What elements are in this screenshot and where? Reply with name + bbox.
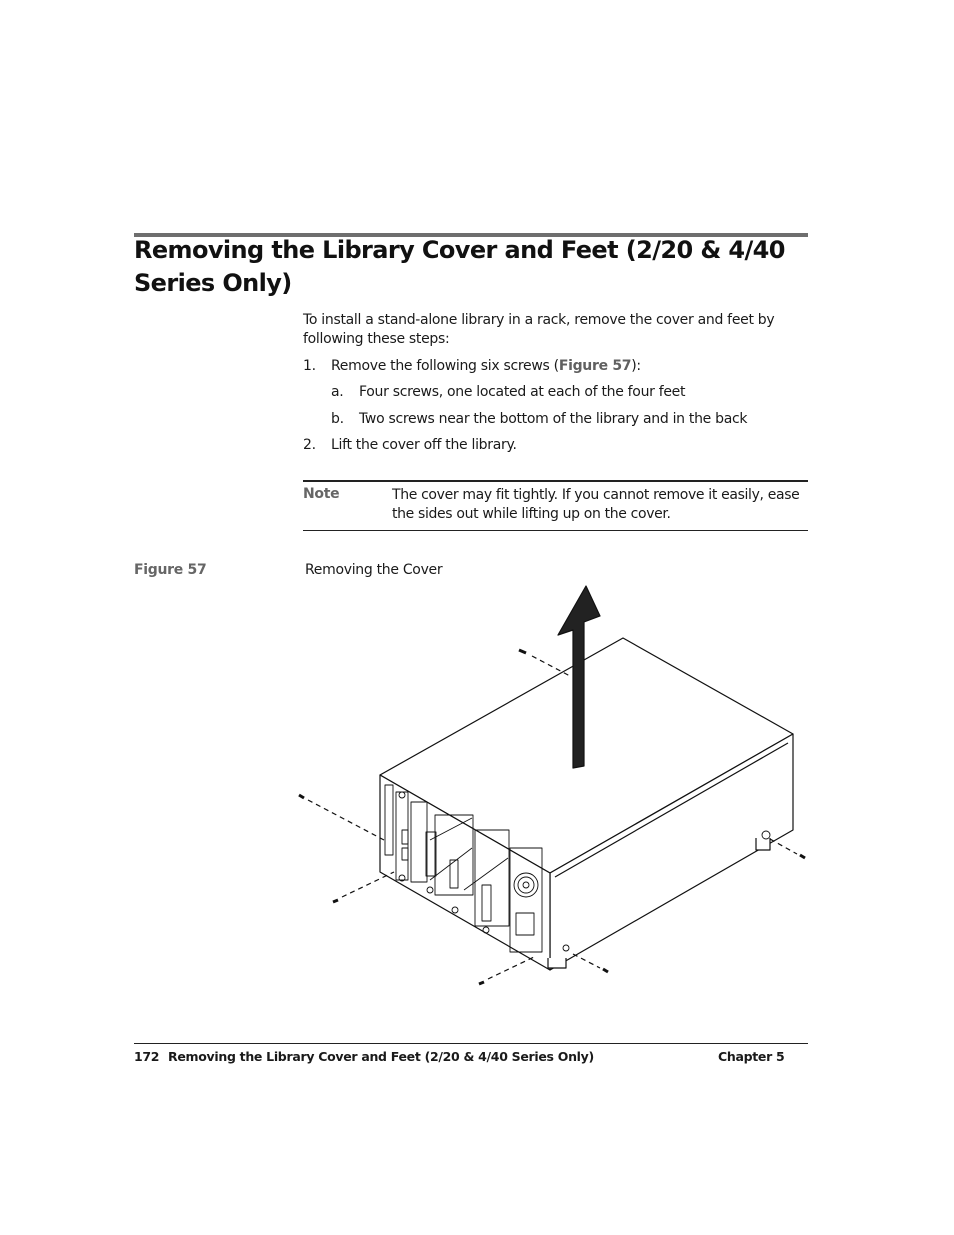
screw-icon	[299, 795, 384, 840]
step-number: 1.	[303, 358, 316, 374]
library-cover-removal-illustration	[290, 580, 820, 1000]
figure-label: Figure 57	[134, 562, 207, 578]
step-text: Two screws near the bottom of the library and in the back	[359, 411, 748, 427]
step-number: a.	[331, 384, 344, 400]
figure-title: Removing the Cover	[305, 562, 443, 578]
screw-icon	[573, 954, 608, 972]
foot-icon	[756, 838, 770, 850]
screw-icon	[479, 957, 534, 984]
footer-running-title: Removing the Library Cover and Feet (2/20 & 4/40 Series Only)	[168, 1049, 594, 1064]
footer-rule	[134, 1043, 808, 1044]
screw-icon	[770, 839, 805, 858]
figure-cross-reference-link[interactable]: Figure 57	[558, 358, 632, 374]
screw-icon	[333, 872, 394, 902]
foot-icon	[548, 958, 566, 968]
note-label: Note	[303, 486, 340, 502]
note-bottom-rule	[303, 530, 808, 531]
intro-paragraph: To install a stand-alone library in a rack, remove the cover and feet by following these steps:	[303, 312, 775, 347]
note-text: The cover may fit tightly. If you cannot remove it easily, ease the sides out while lifting up on the cover.	[392, 487, 800, 522]
step-number: b.	[331, 411, 344, 427]
footer-page-number: 172	[134, 1049, 160, 1064]
note-top-rule	[303, 480, 808, 482]
section-heading: Removing the Library Cover and Feet (2/20 & 4/40 Series Only)	[134, 236, 785, 297]
footer-chapter: Chapter 5	[718, 1049, 785, 1064]
step-number: 2.	[303, 437, 316, 453]
step-text: Remove the following six screws (Figure 57):	[331, 358, 641, 374]
step-text: Lift the cover off the library.	[331, 437, 517, 453]
step-text: Four screws, one located at each of the four feet	[359, 384, 686, 400]
